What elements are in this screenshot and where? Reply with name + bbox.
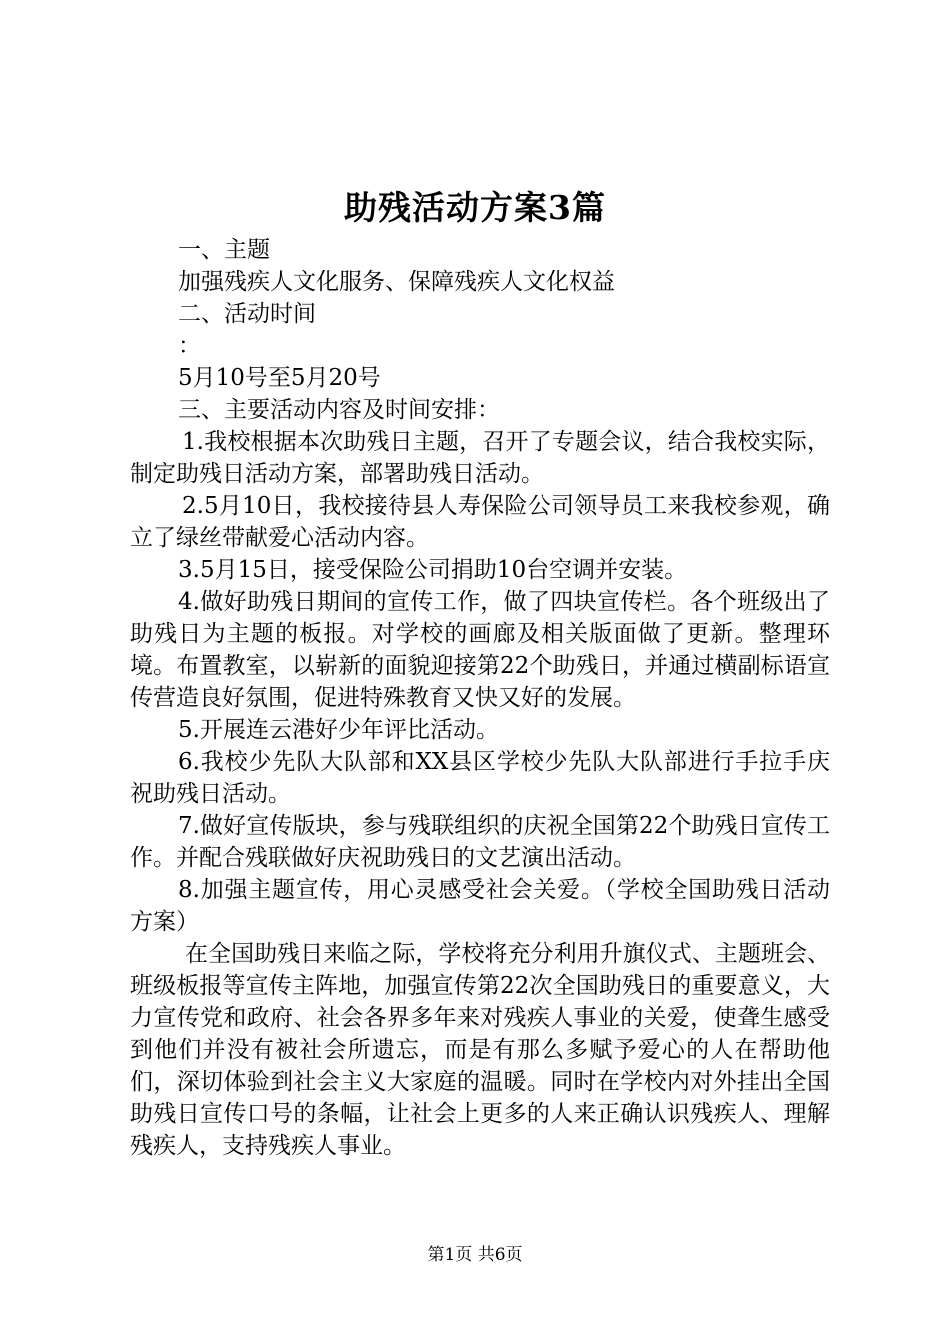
page-title: 助残活动方案3篇	[344, 188, 606, 227]
list-item-5: 5.开展连云港好少年评比活动。	[178, 717, 499, 743]
section-heading-content: 三、主要活动内容及时间安排：	[178, 397, 500, 423]
list-item-1: 1.我校根据本次助残日主题，召开了专题会议，结合我校实际，制定助残日活动方案，部署助残日活动。	[130, 429, 830, 487]
document-body	[130, 234, 830, 1162]
section-heading-theme: 一、主题	[178, 237, 270, 263]
list-item-6: 6.我校少先队大队部和XX县区学校少先队大队部进行手拉手庆祝助残日活动。	[130, 749, 830, 807]
list-item-3: 3.5月15日，接受保险公司捐助10台空调并安装。	[178, 557, 688, 583]
list-item-7: 7.做好宣传版块，参与残联组织的庆祝全国第22个助残日宣传工作。并配合残联做好庆祝助残日的文艺演出活动。	[130, 813, 830, 871]
time-range-text: 5月10号至5月20号	[178, 365, 381, 391]
section-heading-time: 二、活动时间	[178, 301, 316, 327]
body-paragraph: 在全国助残日来临之际，学校将充分利用升旗仪式、主题班会、班级板报等宣传主阵地，加强宣传第22次全国助残日的重要意义，大力宣传党和政府、社会各界多年来对残疾人事业的关爱，使聋生感受到他们并没有被社会所遗忘，而是有那么多赋予爱心的人在帮助他们，深切体验到社会主义大家庭的温暖。同时在学校内对外挂出全国助残日宣传口号的条幅，让社会上更多的人来正确认识残疾人、理解残疾人，支持残疾人事业。	[130, 941, 830, 1159]
list-item-2: 2.5月10日，我校接待县人寿保险公司领导员工来我校参观，确立了绿丝带献爱心活动内容。	[130, 493, 830, 551]
theme-text: 加强残疾人文化服务、保障残疾人文化权益	[178, 269, 615, 295]
time-colon: ：	[178, 333, 201, 359]
list-item-8: 8.加强主题宣传，用心灵感受社会关爱。（学校全国助残日活动方案）	[130, 877, 830, 935]
list-item-4: 4.做好助残日期间的宣传工作，做了四块宣传栏。各个班级出了助残日为主题的板报。对学校的画廊及相关版面做了更新。整理环境。布置教室，以崭新的面貌迎接第22个助残日，并通过横副标语宣传营造良好氛围，促进特殊教育又快又好的发展。	[130, 589, 830, 711]
page-footer: 第1页 共6页	[427, 1245, 523, 1265]
